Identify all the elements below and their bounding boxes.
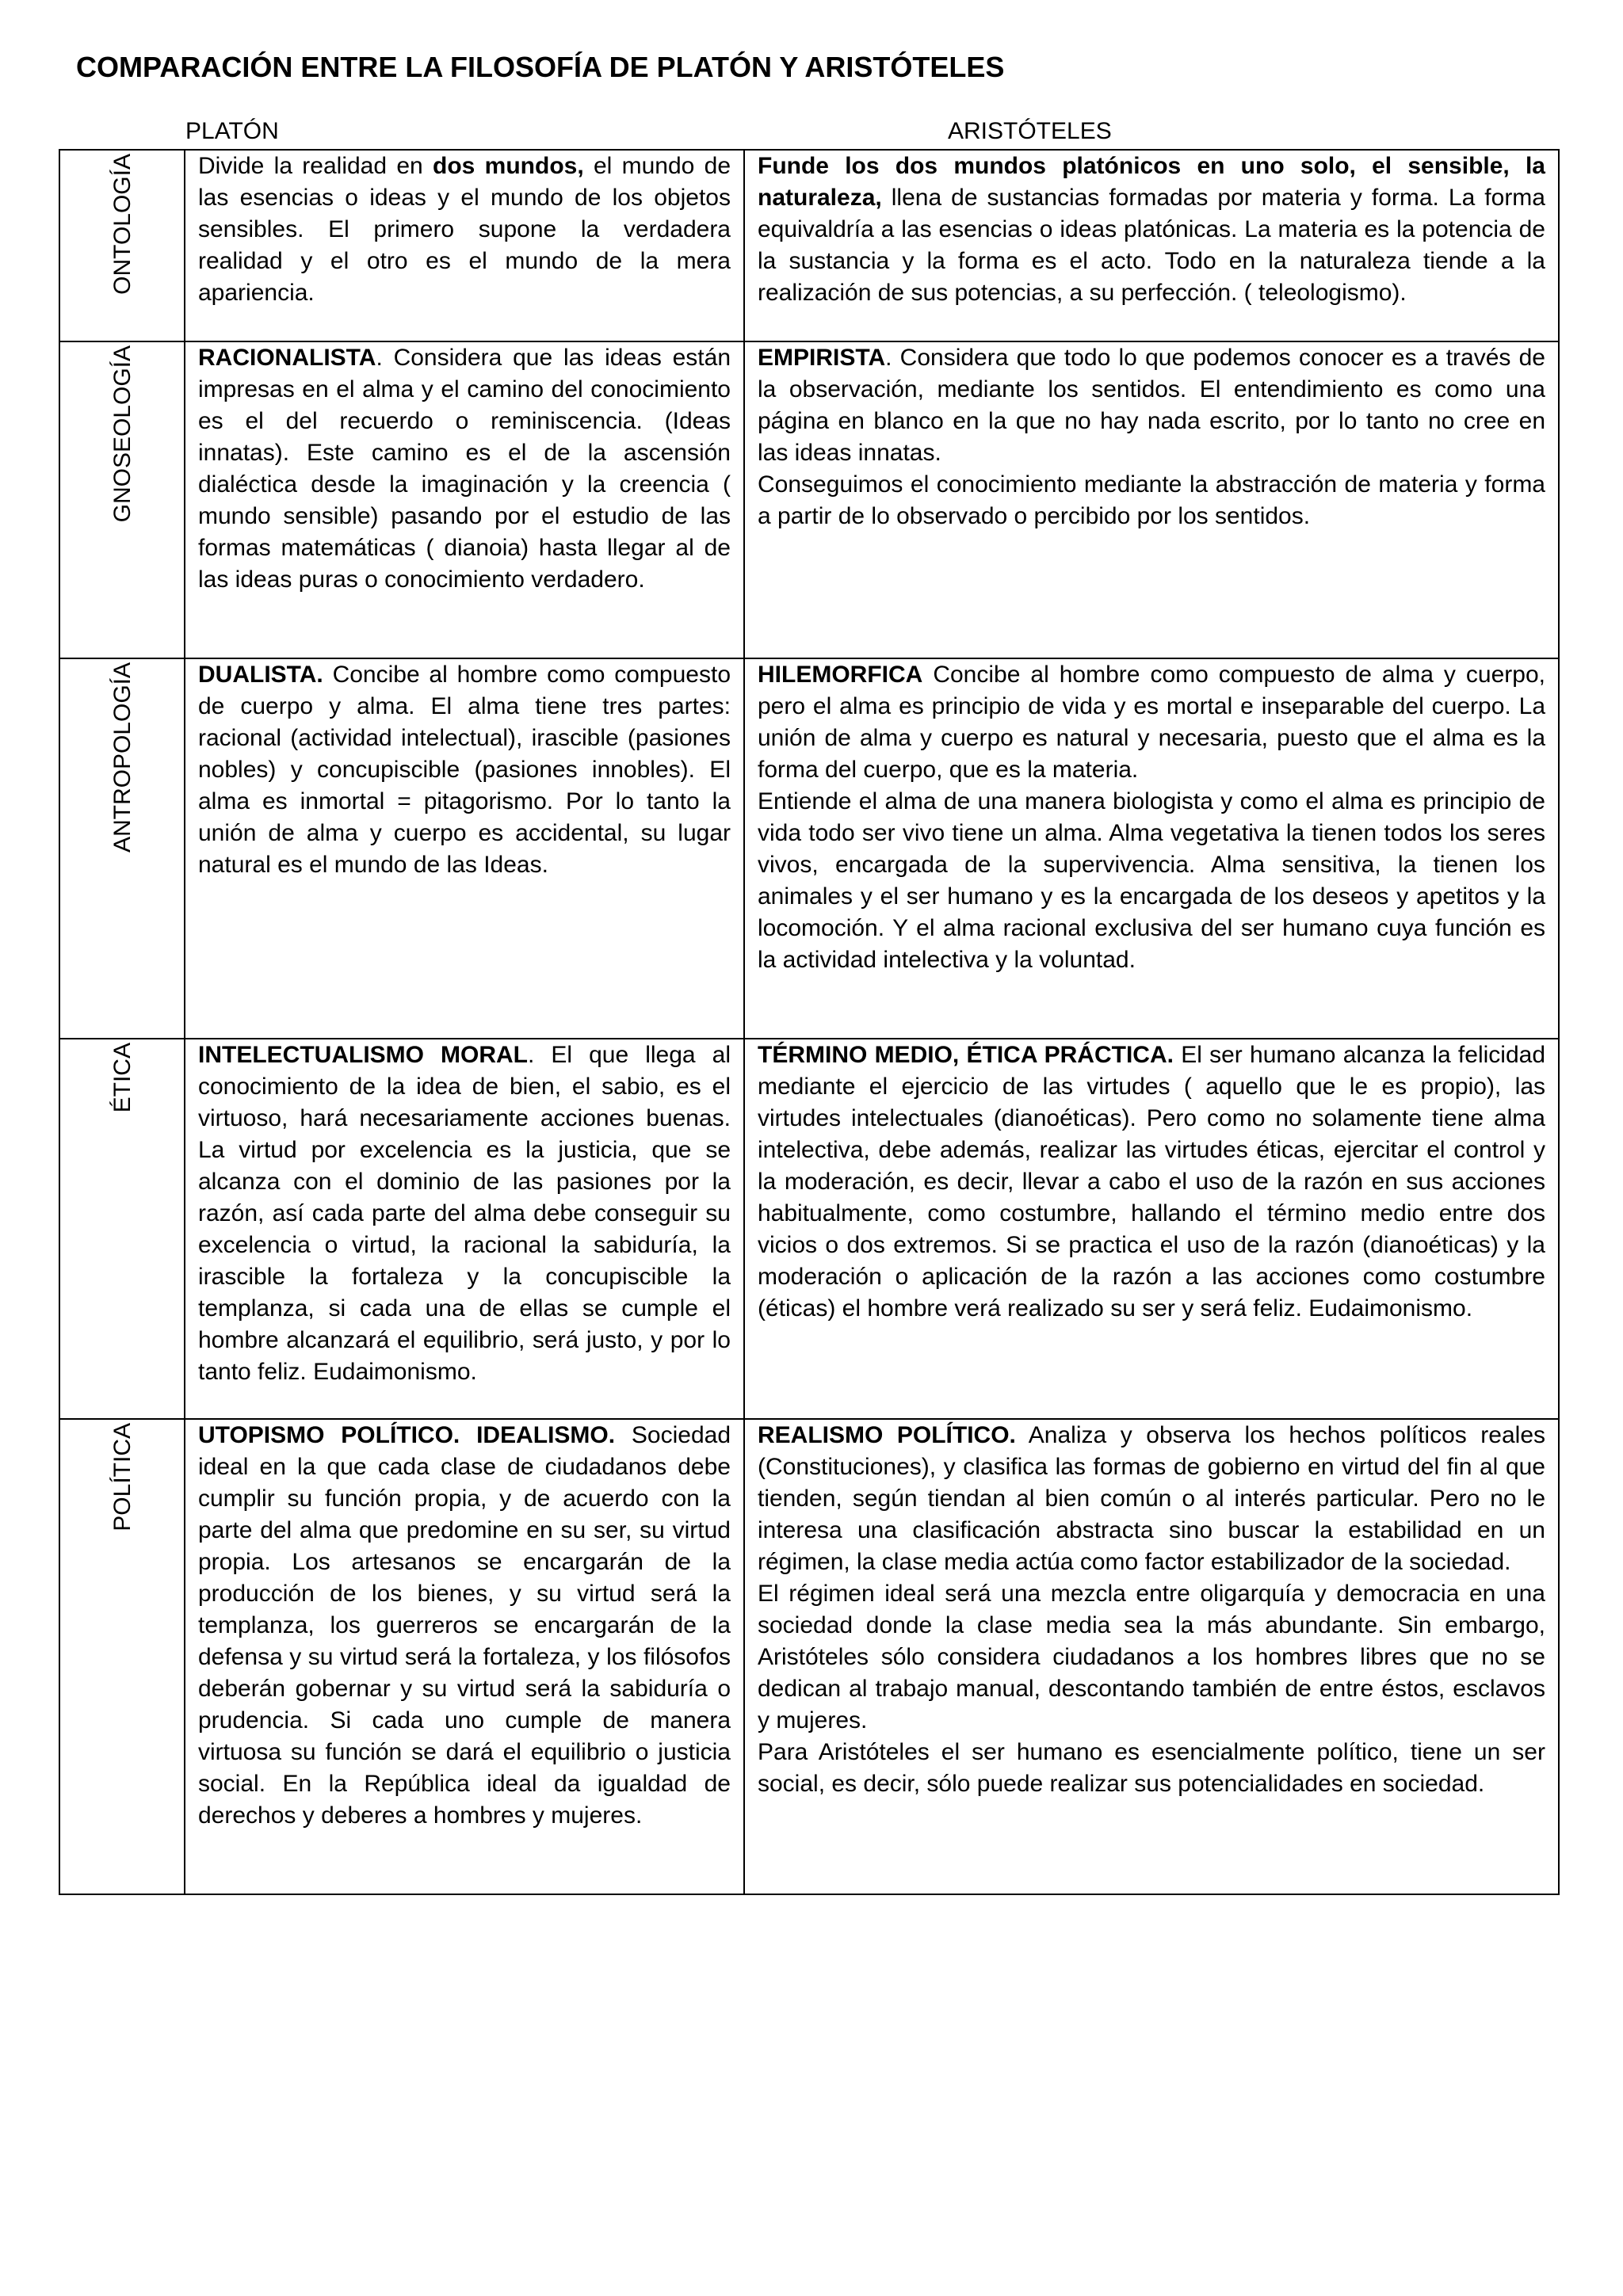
table-row-ontologia [59, 150, 1559, 341]
platon-cell-etica [185, 1039, 744, 1419]
row-label-etica: ÉTICA [109, 1043, 136, 1113]
aristoteles-text: EMPIRISTA. Considera que todo lo que podemos conocer es a través de la observación, mediante los sentidos. El entendimiento es como una página en blanco en la que no hay nada escrito, por lo tanto no cree en las ideas innatas. [758, 345, 1545, 466]
row-label-antropologia: ANTROPOLOGÍA [109, 662, 136, 853]
platon-text: UTOPISMO POLÍTICO. IDEALISMO. Sociedad ideal en la que cada clase de ciudadanos debe cumplir su función propia, y de acuerdo con la parte del alma que predomine en su ser, su virtud propia. Los artesanos se encargarán de la producción de los bienes, y su virtud será la templanza, los guerreros se encargarán de la defensa y su virtud será la fortaleza, y los filósofos deberán gobernar y su virtud será la sabiduría o prudencia. Si cada uno cumple de manera virtuosa su función se dará el equilibrio o justicia social. En la República ideal da igualdad de derechos y deberes a hombres y mujeres. [198, 1422, 731, 1829]
row-label-cell [59, 1039, 185, 1419]
table-row-etica [59, 1039, 1559, 1419]
aristoteles-cell-gnoseologia [744, 341, 1559, 658]
column-header-aristoteles: ARISTÓTELES [948, 118, 1112, 144]
table-row-politica [59, 1419, 1559, 1894]
aristoteles-cell-politica [744, 1419, 1559, 1894]
aristoteles-text-2: Entiende el alma de una manera biologista y como el alma es principio de vida todo ser vivo tiene un alma. Alma vegetativa la tienen todos los seres vivos, encargada de la supervivencia. Alma sensitiva, la tienen los animales y el ser humano y es la encargada de los deseos y apetitos y la locomoción. Y el alma racional exclusiva del ser humano cuya función es la actividad intelectiva y la voluntad. [758, 788, 1545, 973]
aristoteles-text-2: Conseguimos el conocimiento mediante la abstracción de materia y forma a partir de lo observado o percibido por los sentidos. [758, 471, 1545, 529]
aristoteles-text: REALISMO POLÍTICO. Analiza y observa los hechos políticos reales (Constituciones), y clasifica las formas de gobierno en virtud del fin al que tienden, según tiendan al bien común o al interés particular. Pero no le interesa una clasificación abstracta sino buscar la estabilidad en un régimen, la clase media actúa como factor estabilizador de la sociedad. [758, 1422, 1546, 1575]
aristoteles-text: TÉRMINO MEDIO, ÉTICA PRÁCTICA. El ser humano alcanza la felicidad mediante el ejercicio de las virtudes ( aquello que le es propio), las virtudes intelectuales (dianoéticas). Pero como no solamente tiene alma intelectiva, debe además, realizar las virtudes éticas, ejercitar el control y la moderación, es decir, llevar a cabo el uso de la razón en sus acciones habitualmente, como costumbre, hallando el término medio entre dos vicios o dos extremos. Si se practica el uso de la razón (dianoéticas) y la moderación o aplicación de la razón a las acciones como costumbre (éticas) el hombre verá realizado su ser y será feliz. Eudaimonismo. [758, 1042, 1546, 1322]
platon-text: DUALISTA. Concibe al hombre como compuesto de cuerpo y alma. El alma tiene tres partes: racional (actividad intelectual), irascible (pasiones nobles) y concupiscible (pasiones innobles). El alma es inmortal = pitagorismo. Por lo tanto la unión de alma y cuerpo es accidental, su lugar natural es el mundo de las Ideas. [198, 662, 731, 878]
aristoteles-text: Funde los dos mundos platónicos en uno solo, el sensible, la naturaleza, llena de sustancias formadas por materia y forma. La forma equivaldría a las esencias o ideas platónicas. La materia es la potencia de la sustancia y la forma es el acto. Todo en la naturaleza tiende a la realización de sus potencias, a su perfección. ( teleologismo). [758, 153, 1545, 306]
platon-text: RACIONALISTA. Considera que las ideas están impresas en el alma y el camino del conocimiento es el del recuerdo o reminiscencia. (Ideas innatas). Este camino es el de la ascensión dialéctica desde la imaginación y la creencia ( mundo sensible) pasando por el estudio de las formas matemáticas ( dianoia) hasta llegar al de las ideas puras o conocimiento verdadero. [198, 345, 731, 593]
platon-cell-politica [185, 1419, 744, 1894]
row-label-gnoseologia: GNOSEOLOGÍA [109, 345, 136, 523]
page-title: COMPARACIÓN ENTRE LA FILOSOFÍA DE PLATÓN Y ARISTÓTELES [76, 51, 1005, 83]
row-label-cell [59, 341, 185, 658]
aristoteles-cell-ontologia [744, 150, 1559, 341]
platon-text: Divide la realidad en dos mundos, el mundo de las esencias o ideas y el mundo de los objetos sensibles. El primero supone la verdadera realidad y el otro es el mundo de la mera apariencia. [198, 153, 731, 306]
row-label-politica: POLÍTICA [109, 1423, 136, 1531]
row-label-cell [59, 1419, 185, 1894]
platon-cell-antropologia [185, 658, 744, 1039]
row-label-cell [59, 150, 185, 341]
column-header-platon: PLATÓN [185, 118, 279, 144]
aristoteles-cell-etica [744, 1039, 1559, 1419]
platon-text: INTELECTUALISMO MORAL. El que llega al conocimiento de la idea de bien, el sabio, es el virtuoso, hará necesariamente acciones buenas. La virtud por excelencia es la justicia, que se alcanza con el dominio de las pasiones por la razón, así cada parte del alma debe conseguir su excelencia o virtud, la racional la sabiduría, la irascible la fortaleza y la concupiscible la templanza, si cada una de ellas se cumple el hombre alcanzará el equilibrio, será justo, y por lo tanto feliz. Eudaimonismo. [198, 1042, 731, 1385]
table-row-gnoseologia [59, 341, 1559, 658]
row-label-cell [59, 658, 185, 1039]
platon-cell-gnoseologia [185, 341, 744, 658]
row-label-ontologia: ONTOLOGÍA [109, 154, 136, 295]
aristoteles-text-2: El régimen ideal será una mezcla entre oligarquía y democracia en una sociedad donde la clase media sea la más abundante. Sin embargo, Aristóteles sólo considera ciudadanos a los hombres libres que no se dedican al trabajo manual, descontando también de entre éstos, esclavos y mujeres. [758, 1581, 1545, 1733]
aristoteles-cell-antropologia [744, 658, 1559, 1039]
table-row-antropologia [59, 658, 1559, 1039]
aristoteles-text: HILEMORFICA Concibe al hombre como compuesto de alma y cuerpo, pero el alma es principio de vida y es mortal e inseparable del cuerpo. La unión de alma y cuerpo es natural y necesaria, puesto que el alma es la forma del cuerpo, que es la materia. [758, 662, 1545, 783]
aristoteles-text-3: Para Aristóteles el ser humano es esencialmente político, tiene un ser social, es decir, sólo puede realizar sus potencialidades en sociedad. [758, 1739, 1545, 1797]
comparison-table [59, 149, 1560, 1895]
platon-cell-ontologia [185, 150, 744, 341]
